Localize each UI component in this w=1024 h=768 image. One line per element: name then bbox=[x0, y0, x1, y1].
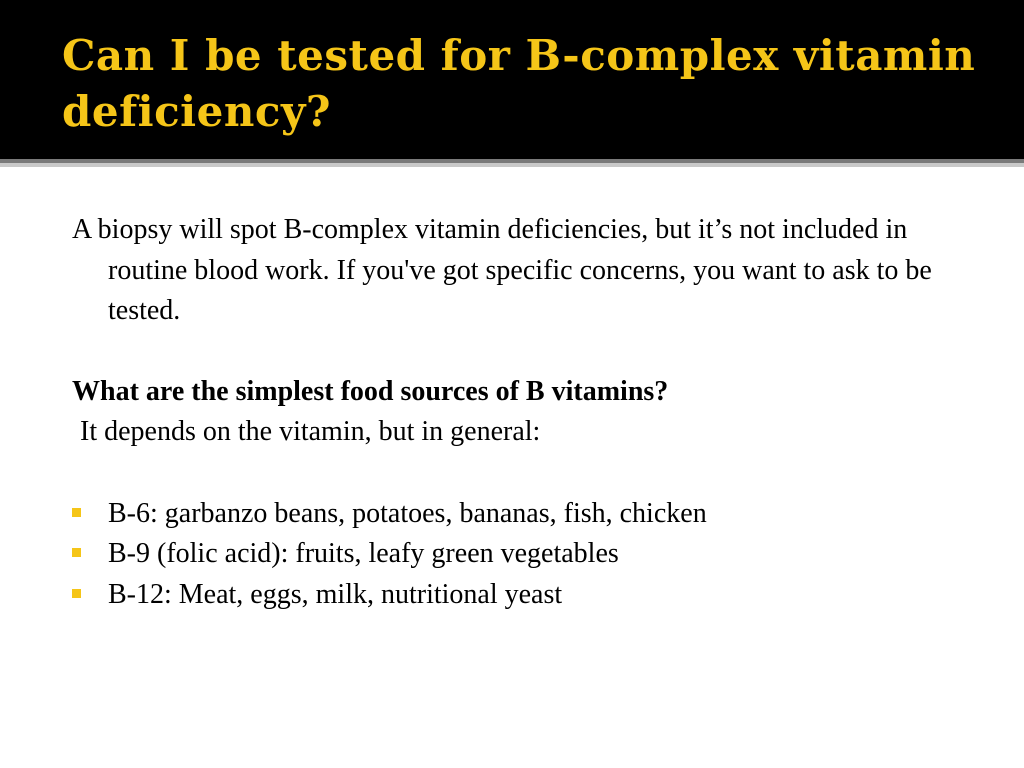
slide-body bbox=[72, 210, 952, 615]
square-bullet-icon bbox=[72, 548, 81, 557]
bullet-list bbox=[72, 494, 952, 616]
intro-paragraph: A biopsy will spot B-complex vitamin deficiencies, but it’s not included in routine blood work. If you've got specific concerns, you want to ask to be tested. bbox=[72, 214, 932, 326]
square-bullet-icon bbox=[72, 589, 81, 598]
list-item-text: B-12: Meat, eggs, milk, nutritional yeast bbox=[108, 578, 563, 610]
list-item-text: B-9 (folic acid): fruits, leafy green vegetables bbox=[108, 538, 619, 569]
slide-title: Can I be tested for B-complex vitamin deficiency? bbox=[62, 31, 976, 136]
question-heading: What are the simplest food sources of B vitamins? bbox=[72, 375, 669, 407]
answer-text: It depends on the vitamin, but in general: bbox=[80, 416, 541, 447]
title-bar bbox=[0, 0, 1024, 159]
list-item bbox=[72, 494, 952, 535]
list-item bbox=[72, 534, 952, 575]
list-item-text: B-6: garbanzo beans, potatoes, bananas, fish, chicken bbox=[108, 497, 707, 529]
title-divider-light bbox=[0, 163, 1024, 167]
square-bullet-icon bbox=[72, 508, 81, 517]
list-item bbox=[72, 575, 952, 616]
